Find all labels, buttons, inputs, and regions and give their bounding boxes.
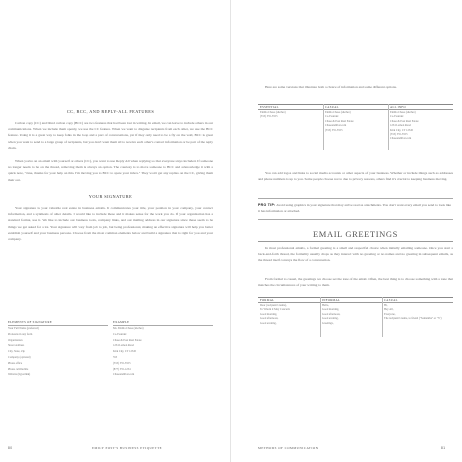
pro-tip-text: Avoid using graphics in your signature that may arrive read as attachments. You don't want every email you send to look like it has information or attached. [258,203,452,214]
paragraph-cc-bcc: Carbon copy (CC) and blind carbon copy (BCC) are two features that had been lost in writing. In email, we can leave to include others in our communications. When we include them openly, we use the CC feature. When we want to disguise recipients from each other, we use the BCC feature. Using it is a great way to keep folks in the loop and a part of conversations, yet if they only need to be a fly on the wall, BCC is great when you want to send to a large group of recipients, but you don't want them all to receive each other's contact information or be part of the reply chain. [8,121,214,150]
paragraph-versions-intro: Here are some versions that illustrate both a choice of information and some different options. [265,85,397,89]
table-cell: ChaseandPost.com [390,137,412,141]
table-cell: ChaseandPost.com [325,124,347,128]
table-header: ELEMENTS OF SIGNATURE [8,320,108,326]
running-head-left: EMILY POST'S BUSINESS ETIQUETTE [92,446,163,450]
greeting-column-formal [260,297,318,326]
table-cell: Company (optional) [8,355,31,359]
version-column-essential [260,104,322,120]
column-divider [388,104,389,150]
column-divider [323,104,324,150]
greetings-table [258,297,453,337]
signature-versions-table [258,104,453,150]
table-cell: Everyone, [384,312,396,316]
table-cell: Hey All, [384,308,394,312]
column-divider [320,297,321,337]
table-cell: Ms. Emilia Chase (she/her) [113,327,144,330]
heading-rule [258,241,453,242]
paragraph-signature: Your signature is your valuable real estate in business emails. It communicates your title, your position in your company, your contact information, and a synthesis of other details. I would like to include these and it makes sense for the work you do. If your organization has a standard format, use it. We like to include our business tools, company links, and our mailing address in our signature since these seem to be things we get asked for a lot. Your signature will vary from job to job, but being professional, making an effective signature will help you better establish yourself and your business persona. Choose from the most common elements below and build a signature that is right for you and your company. [8,206,213,242]
table-header: CASUAL [325,105,339,109]
table-cell: Chase & Post Real Estate [390,119,419,123]
page-number-right: 81 [441,446,446,450]
paragraph-reply-all: When you're on an email with yourself or others (CC), you want to use Reply All when replying so that everyone stays included. If someone no longer needs to be on the thread, removing them is always an option. The courtesy is to move someone to BCC and acknowledge it with a quick note, "Jane, thanks for your help on this. I'm moving you to BCC to spare your inbox." They won't get any replies on the CC, giving them their out. [8,159,213,182]
paragraph-greetings-2: From formal to casual, the greetings we choose set the tone of the email. Often, the best thing is to choose something with a tone that matches the circumstances of your writing to them. [258,277,453,288]
table-cell: (555) 555-5555 [113,361,131,365]
table-cell: Co-Founder [390,115,404,119]
table-cell: Phone cell/mobile [8,367,29,371]
table-cell: (555) 555-5555 [325,128,343,132]
table-header: EXAMPLE [113,320,213,326]
table-cell: Good evening, [260,321,277,325]
table-cell: Chase & Post Real Estate [325,119,354,123]
pro-tip-box [258,198,453,220]
table-cell: Co-Founder [113,332,127,336]
version-column-all-info [390,104,452,142]
table-cell: City, State, Zip [8,350,25,354]
version-column-casual [325,104,387,133]
signature-elements-column [8,320,108,378]
table-cell: (877) 555-1234 [113,367,131,371]
greeting-column-casual [384,297,452,322]
table-cell: 555 [113,355,118,359]
table-cell: ChaseandPost.com [113,373,135,377]
table-header: ESSENTIAL [260,105,279,109]
table-cell: Organization [8,338,23,342]
pro-tip-label: PRO TIP: [258,203,276,207]
table-cell: Dear (recipient's name), [260,304,287,307]
table-cell: Kirk City, CT 12345 [113,350,137,354]
section-heading-cc-bcc: CC, BCC, AND REPLY-ALL FEATURES [66,109,155,114]
table-cell: Website (hyperlink) [8,373,31,377]
table-cell: Good morning, [322,308,340,312]
table-cell: Emilia Chase (she/her) [325,111,351,114]
section-heading-signature: YOUR SIGNATURE [88,194,133,199]
table-header: FORMAL [260,298,275,302]
section-heading-email-greetings: EMAIL GREETINGS [313,229,398,239]
table-cell: (555) 555-5555 [260,115,278,119]
table-cell: Good afternoon, [260,317,279,321]
table-cell: The recipient's name, to friend ("Samantha" or "S") [384,317,442,321]
table-cell: Co-Founder [325,115,339,119]
table-cell: (555) 555-5555 [390,133,408,137]
paragraph-greetings-1: In most professional emails, a formal greeting is a small and respectful choice when initially emailing someone. Once you start a back-and-forth thread, the formality usually drops as they interact with no greeting or no names and no greeting in subsequent emails, as the thread itself conveys the flow of a conversation. [258,246,453,263]
table-header: INFORMAL [322,298,341,302]
table-cell: To Whom it May Concern: [260,308,291,312]
table-cell: Hello, [322,304,329,307]
page-number-left: 80 [8,446,13,450]
table-cell: Kirk City, CT 12345 [390,128,414,132]
table-cell: 1234 Lemon Road [113,344,134,348]
table-cell: Good evening, [322,317,339,321]
table-cell: Pronouns in any form [8,332,33,336]
right-page [231,0,462,462]
table-cell: Emilia Chase (she/her) [390,111,416,114]
table-cell: Hi, [384,304,388,307]
greeting-column-informal [322,297,380,326]
table-header: CASUAL [384,298,398,302]
signature-example-column [113,320,213,378]
table-cell: Greetings, [322,321,334,325]
table-cell: Your Full Name (preferred) [8,327,39,330]
table-cell: Emilia Chase (she/her) [260,111,286,114]
table-cell: Street Address [8,344,25,348]
table-header: ALL INFO [390,105,406,109]
table-cell: 1234 Lemon Road [390,124,411,128]
table-cell: Chase & Post Real Estate [113,338,142,342]
table-cell: Phone office [8,361,23,365]
running-head-right: METHODS OF COMMUNICATION [258,446,319,450]
column-divider [382,297,383,337]
table-cell: Good afternoon, [322,312,341,316]
table-cell: Good morning, [260,312,278,316]
paragraph-logos-links: You can add logos and links to social media accounts or other aspects of your business. Whether or include things such as addresses and phone numbers is up to you. Some people choose not to due to privacy reasons, others find it's crucial to keeping business moving. [258,171,453,182]
